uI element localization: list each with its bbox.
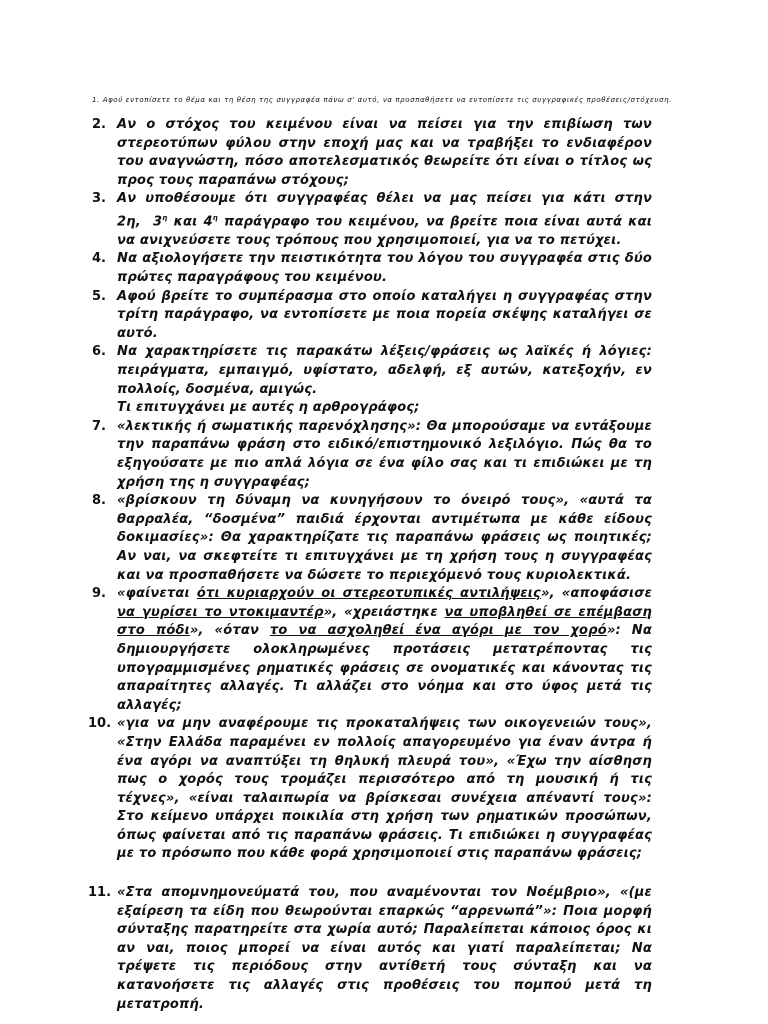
- q9-underlined-3: να υποβληθεί σε επέμβαση στο πόδι: [117, 604, 652, 639]
- question-text: [117, 190, 652, 250]
- q9-part-3: », «χρειάστηκε: [323, 604, 445, 620]
- question-8: [92, 492, 652, 585]
- q9-underlined-1: ότι κυριαρχούν οι στερεοτυπικές αντιλήψεις: [196, 586, 541, 602]
- q3-part-d: 4: [203, 214, 213, 230]
- question-number: 5.: [92, 288, 106, 304]
- q9-underlined-2: να γυρίσει το ντοκιμαντέρ: [117, 604, 324, 620]
- question-number: 4.: [92, 251, 106, 267]
- question-9: [92, 585, 652, 715]
- question-number: 6.: [92, 344, 106, 360]
- q3-part-b: 3: [153, 214, 163, 230]
- spacer: [92, 864, 652, 884]
- q9-underlined-4: το να ασχοληθεί ένα αγόρι με τον χορό: [269, 623, 607, 639]
- question-1: 1. Αφού εντοπίσετε το θέμα και τη θέση της συγγραφέα πάνω σ' αυτό, να προσπαθήσετε να εντοπίσετε τις συγγραφικές προθέσεις/στόχευση.: [92, 96, 672, 104]
- q9-part-1: «φαίνεται: [117, 586, 197, 602]
- question-text: [117, 585, 652, 715]
- question-number: 10.: [88, 716, 112, 732]
- question-4: [92, 250, 652, 287]
- question-5: [92, 288, 652, 344]
- question-text: «Στα απομνημονεύματά του, που αναμένονται τον Νοέμβριο», «(με εξαίρεση τα είδη που θεωρούνται επαρκώς “αρρενωπά”»: Ποια μορφή σύνταξης παρατηρείτε στα χωρία αυτό; Παραλείπεται κάποιος όρος κι αν ναι, ποιος μπορεί να είναι αυτός και γιατί παραλείπεται; Να τρέψετε τις περιόδους στην αντίθετή τους σύνταξη και να κατανοήσετε τις αλλαγές στις προθέσεις του πομπού μετά τη μετατροπή.: [117, 885, 652, 1012]
- question-number: 8.: [92, 493, 106, 509]
- question-list: [88, 116, 653, 1014]
- question-6: [92, 343, 652, 417]
- q9-part-5: »: Να δημιουργήσετε ολοκληρωμένες προτάσεις μετατρέποντας τις υπογραμμισμένες ρηματικές φράσεις σε ονοματικές και κάνοντας τις απαραίτητες αλλαγές. Τι αλλάζει στο νόημα και στο ύφος μετά τις αλλαγές;: [117, 623, 652, 713]
- question-number: 9.: [92, 586, 106, 602]
- q6-text: Να χαρακτηρίσετε τις παρακάτω λέξεις/φράσεις ως λαϊκές ή λόγιες: πειράγματα, εμπαιγμό, υφίστατο, αδελφή, εξ αυτών, κατεξοχήν, εν πολλοίς, δοσμένα, αμιγώς.: [117, 344, 652, 397]
- question-text: «για να μην αναφέρουμε τις προκαταλήψεις των οικογενειών τους», «Στην Ελλάδα παραμένει εν πολλοίς απαγορευμένο για έναν άντρα ή ένα αγόρι να αναπτύξει τη θηλυκή πλευρά του», «Έχω την αίσθηση πως ο χορός τους τρομάζει περισσότερο από τη μουσική ή τις τέχνες», «είναι ταλαιπωρία να βρίσκεσαι συνέχεια απέναντί τους»: Στο κείμενο υπάρχει ποικιλία στη χρήση των ρηματικών προσώπων, όπως φαίνεται από τις παραπάνω φράσεις. Τι επιδιώκει η συγγραφέας με το πρόσωπο που κάθε φορά χρησιμοποιεί στις παραπάνω φράσεις;: [117, 716, 652, 862]
- q3-part-a: Αν υποθέσουμε ότι συγγραφέας θέλει να μας πείσει για κάτι στην 2η,: [117, 191, 652, 230]
- q3-sup-b: η: [162, 213, 168, 222]
- question-2: [92, 116, 652, 190]
- question-number: 3.: [92, 191, 106, 207]
- question-number: 11.: [88, 885, 112, 901]
- question-number: 2.: [92, 117, 106, 132]
- question-text: Αν ο στόχος του κειμένου είναι να πείσει για την επιβίωση των στερεοτύπων φύλου στην εποχή μας και να τραβήξει το ενδιαφέρον του αναγνώστη, πόσο αποτελεσματικός θεωρείτε ότι είναι ο τίτλος ως προς τους παραπάνω στόχους;: [117, 117, 652, 188]
- q3-sup-d: η: [212, 213, 218, 222]
- q6-text-2: Τι επιτυγχάνει με αυτές η αρθρογράφος;: [117, 400, 420, 416]
- question-7: [92, 418, 652, 492]
- q9-part-2: », «αποφάσισε: [540, 586, 653, 602]
- question-number: 7.: [92, 418, 106, 434]
- question-11: [88, 884, 652, 1014]
- question-text: «λεκτικής ή σωματικής παρενόχλησης»: Θα μπορούσαμε να εντάξουμε την παραπάνω φράση στο ειδικό/επιστημονικό λεξιλόγιο. Πώς θα το εξηγούσατε με πιο απλά λόγια σε ένα φίλο σας και τι επιδιώκει με τη χρήση της η συγγραφέας;: [117, 418, 652, 490]
- question-3: [92, 190, 652, 250]
- q9-part-4: », «όταν: [189, 623, 270, 639]
- question-text: Να αξιολογήσετε την πειστικότητα του λόγου του συγγραφέα στις δύο πρώτες παραγράφους του κειμένου.: [117, 251, 652, 286]
- question-text: [117, 343, 652, 417]
- question-text: «βρίσκουν τη δύναμη να κυνηγήσουν το όνειρό τους», «αυτά τα θαρραλέα, “δοσμένα” παιδιά έρχονται αντιμέτωπα με κάθε είδους δοκιμασίες»: Θα χαρακτηρίζατε τις παραπάνω φράσεις ως ποιητικές; Αν ναι, να σκεφτείτε τι επιτυγχάνει με τη χρήση τους η συγγραφέας και να προσπαθήσετε να δώσετε το περιεχόμενό τους κυριολεκτικά.: [117, 493, 652, 583]
- question-text: Αφού βρείτε το συμπέρασμα στο οποίο καταλήγει η συγγραφέας στην τρίτη παράγραφο, να εντοπίσετε με ποια πορεία σκέψης καταλήγει σε αυτό.: [117, 288, 652, 341]
- q3-part-e: παράγραφο του κειμένου, να βρείτε ποια είναι αυτά και να ανιχνεύσετε τους τρόπους που χρησιμοποιεί, για να το πετύχει.: [117, 214, 652, 248]
- q3-part-c: και: [173, 214, 198, 230]
- question-10: [88, 715, 652, 864]
